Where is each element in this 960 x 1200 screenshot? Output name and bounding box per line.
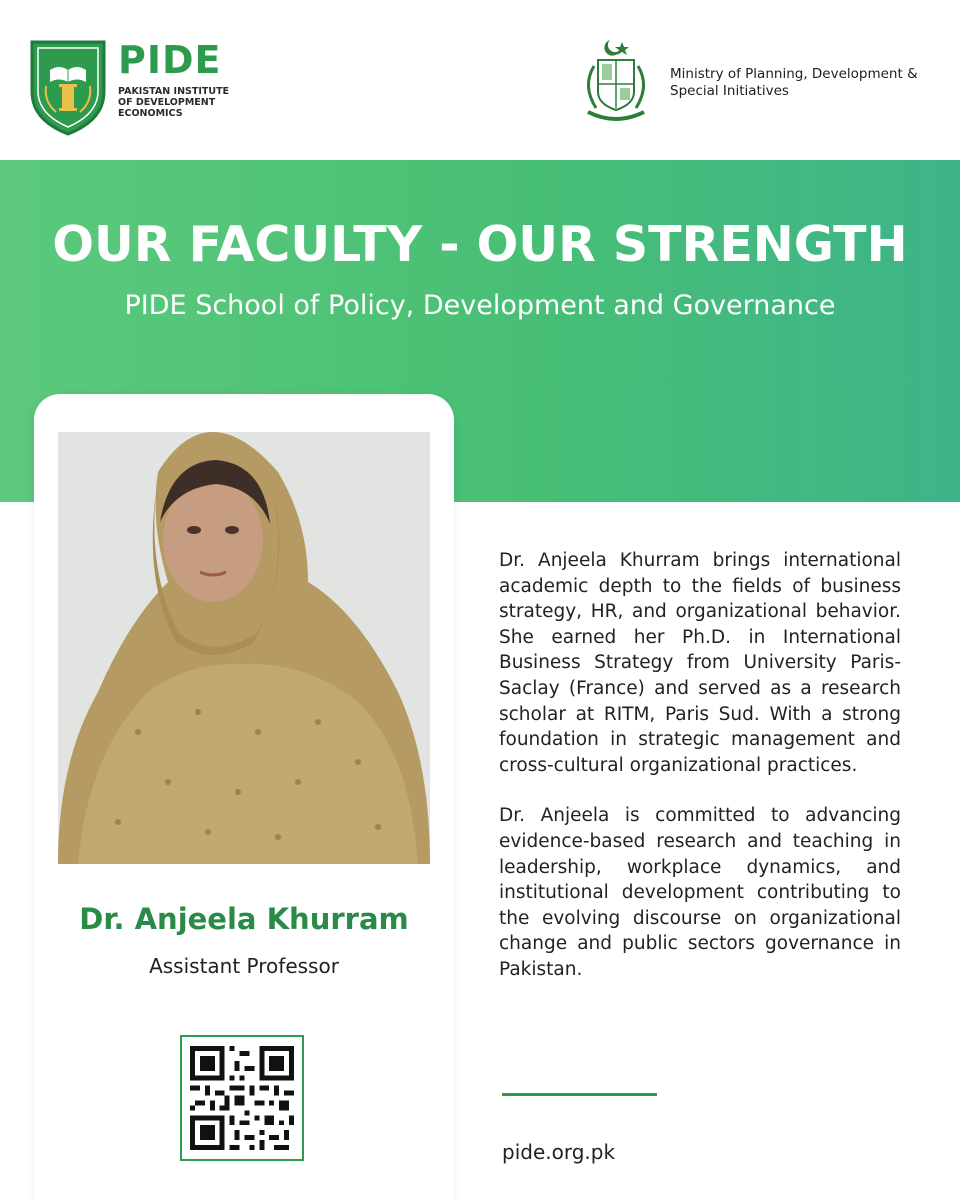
bio-paragraph: Dr. Anjeela is committed to advancing evidence-based research and teaching in leadership, workplace dynamics, and institutional development contributing to the evolving discourse on organizational change and public sectors governance in Pakistan. <box>499 805 901 980</box>
pide-full-name: PAKISTAN INSTITUTE OF DEVELOPMENT ECONOMICS <box>118 86 230 119</box>
pakistan-state-emblem-icon[interactable] <box>574 36 658 126</box>
pide-shield-logo-icon[interactable] <box>28 36 108 136</box>
subheadline: PIDE School of Policy, Development and Governance <box>124 290 836 321</box>
footer-divider <box>502 1093 657 1096</box>
headline: OUR FACULTY - OUR STRENGTH <box>52 216 908 273</box>
bio-paragraph: Dr. Anjeela Khurram brings international academic depth to the fields of business strategy, HR, and organizational behavior. She earned her Ph.D. in International Business Strategy from University Paris-Saclay (France) and served as a research scholar at RITM, Paris Sud. With a strong foundation in strategic management and cross-cultural organizational practices. <box>499 550 901 776</box>
faculty-portrait <box>58 432 430 864</box>
website-link[interactable]: pide.org.pk <box>502 1140 616 1164</box>
header <box>0 0 960 160</box>
faculty-bio <box>499 548 901 983</box>
pide-brand[interactable] <box>118 40 238 119</box>
faculty-name: Dr. Anjeela Khurram <box>79 902 409 936</box>
pide-wordmark: PIDE <box>118 38 222 82</box>
faculty-title: Assistant Professor <box>149 954 339 978</box>
qr-code-icon[interactable] <box>180 1035 304 1161</box>
ministry-name: Ministry of Planning, Development & Special Initiatives <box>670 66 918 99</box>
